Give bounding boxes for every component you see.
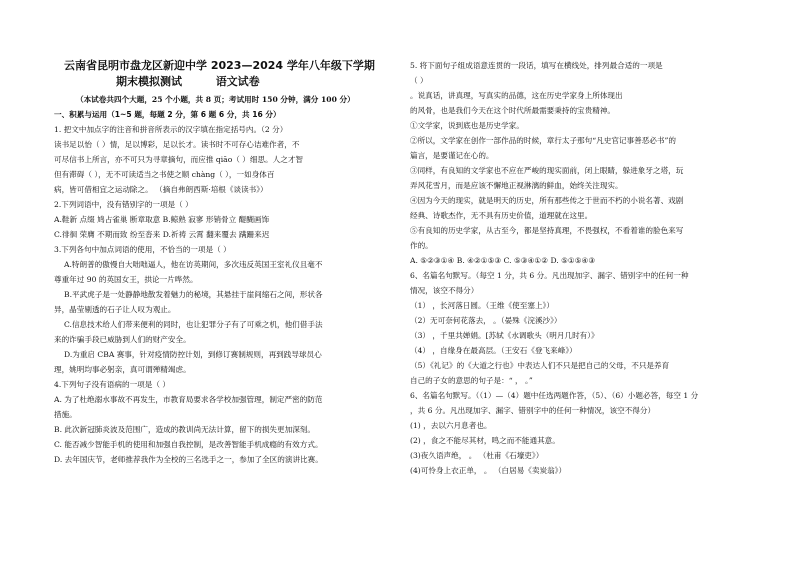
sentence-5-cont: 作的。: [410, 241, 433, 250]
dictation-b1: (1) ，去以六月息者也。: [410, 421, 492, 430]
passage-line: 可尽信书上所言，亦不可只为寻章摘句，而应推 qiāo（ ）细思。人之才智: [54, 155, 304, 164]
question-4-option-d: D. 去年国庆节，老师推荐我作为全校的三名选手之一，参加了全区的演讲比赛。: [54, 455, 323, 464]
right-column: [410, 58, 748, 478]
sentence-4: ④因为今天的现实，就是明天的历史，所有那些传之于世而不朽的小说名著、戏剧: [410, 196, 684, 205]
exam-title-line2: [116, 74, 389, 92]
question-5-answer-paren: （ ）: [410, 76, 428, 85]
question-1-stem: 1. 把文中加点字的注音和拼音所表示的汉字填在指定括号内。（2 分）: [54, 125, 288, 134]
question-3-option-d-cont: 理，姚明均事必躬亲，真可谓殚精竭虑。: [54, 365, 191, 374]
question-4-stem: 4.下列句子没有语病的一项是（ ）: [54, 380, 170, 389]
sentence-3: ③同样，有良知的文学家也不应在严峻的现实面前，闭上眼睛，躲进象牙之塔，玩: [410, 166, 684, 175]
dictation-b2: (2) ，食之不能尽其材，鸣之而不能通其意。: [410, 436, 560, 445]
question-3-option-c: C.信息技术给人们带来便利的同时，也让犯罪分子有了可乘之机，他们借手法: [64, 320, 323, 329]
left-column: [54, 0, 389, 467]
question-4-option-a-cont: 措施。: [54, 410, 77, 419]
question-3-option-c-cont: 来的诈骗手段已威胁到人们的财产安全。: [54, 335, 191, 344]
question-3-option-b-cont: 异，晶莹剔透的石子让人叹为观止。: [54, 305, 176, 314]
exam-subtitle: 期末模拟测试: [116, 75, 182, 88]
question-2-options: C.徘徊 荣膺 不期而致 纷至沓来 D.祈祷 云霄 翻来覆去 蹒跚来迟: [54, 230, 270, 239]
sentence-5: ⑤有良知的历史学家，从古至今，都是坚持真理，不畏强权，不看着谁的脸色来写: [410, 226, 684, 235]
dictation-2: （2）无可奈何花落去， 。（晏殊《浣溪沙》）: [410, 316, 562, 325]
dictation-b4: (4)可怜身上衣正单， 。 （白居易《卖炭翁》）: [410, 466, 567, 475]
sentence-2-cont: 篇言，是要谨记在心的。: [410, 151, 494, 160]
question-3-option-a-cont: 尊重年过 90 的英国女王，拱论一片哗然。: [54, 275, 198, 284]
question-6-stem: 6、名篇名句默写。（每空 1 分，共 6 分。凡出现加字、漏字、错别字中的任何一种: [410, 271, 689, 280]
question-5-options: A. ⑤②③①④ B. ④②①⑤③ C. ⑤③④①② D. ⑤①⑤④③: [410, 256, 596, 265]
question-4-option-a: A. 为了杜绝溺水事故不再发生，市教育局要求各学校加强管理，制定严密的防范: [54, 395, 323, 404]
dictation-4: （4） ，自缘身在最高层。（王安石《登飞来峰》）: [410, 346, 577, 355]
question-5-passage: 。说真话，讲真理，写真实的品德，这在历史学家身上所体现出: [410, 91, 623, 100]
exam-note: （本试卷共四个大题，25 个小题，共 8 页；考试用时 150 分钟，满分 100 分）: [76, 95, 355, 104]
dictation-3: （3） ，千里共婵娟。[苏轼《水调歌头（明月几时有）》: [410, 331, 599, 340]
exam-subject: 语文试卷: [215, 75, 260, 88]
question-5-stem: 5. 将下面句子组成语意连贯的一段话，填写在横线处，排列最合适的一项是: [410, 61, 663, 70]
question-4-option-b: B. 此次新冠肺炎波及范围广，造成的教训尚无法计算，留下的损失更加深刻。: [54, 425, 315, 434]
dictation-5-cont: 自己的子女的意思的句子是：“ ， 。”: [410, 376, 533, 385]
question-5-passage: 的风骨，也是我们今天在这个时代所最需要秉持的宝贵精神。: [410, 106, 616, 115]
sentence-2: ②所以，文学家在创作一部作品的时候，章行太子那句“凡史官记事善恶必书”的: [410, 136, 676, 145]
dictation-5: （5）《礼记》的《大道之行也》中表达人们不只是把自己的父母，不只是养育: [410, 361, 670, 370]
dictation-1: （1） ，长河落日圆。（王维《使至塞上》）: [410, 301, 554, 310]
question-3-option-a: A.特朗普的傲慢自大咄咄逼人，他在访英期间，多次违反英国王室礼仪且毫不: [64, 260, 323, 269]
question-4-option-c: C. 能否减少智能手机的使用和加强自我控制，是改善智能手机成瘾的有效方式。: [54, 440, 323, 449]
exam-title-line1: 云南省昆明市盘龙区新迎中学 2023—2024 学年八年级下学期: [64, 59, 375, 72]
passage-line: 但有滞碍（ ），无不可读适当之书使之顺 chàng（ ），一如身体百: [54, 170, 275, 179]
question-2-stem: 2.下列词语中，没有错别字的一项是（ ）: [54, 200, 193, 209]
passage-source: 病，皆可借相宜之运动除之。 （摘自弗朗西斯·培根《谈读书》）: [54, 185, 268, 194]
sentence-1: ①文学家，说到底也是历史学家。: [410, 121, 524, 130]
question-6b-stem: 6、名篇名句默写。（（1）—（4）题中任选两题作答，（5）、（6）小题必答，每空 1 分: [410, 391, 699, 400]
sentence-4-cont: 经典、诗歌杰作，无不具有历史价值，道理就在这里。: [410, 211, 593, 220]
question-3-option-d: D.为重启 CBA 赛事，针对疫情防控计划，到修订赛制规则，再到践导球员心: [64, 350, 322, 359]
dictation-b3: (3)夜久语声绝， 。 （杜甫《石壕吏》）: [410, 451, 544, 460]
passage-line: 读书足以怡（ ）情，足以博彩，足以长才。读书时不可存心诘难作者，不: [54, 140, 300, 149]
sentence-3-cont: 弄风花雪月，而是应该不懈地正视淋漓的鲜血，始终关注现实。: [410, 181, 623, 190]
question-6-stem-cont: 情况，该空不得分）: [410, 286, 479, 295]
section-heading: 一、积累与运用（1~5 题，每题 2 分，第 6 题 6 分，共 16 分）: [54, 110, 281, 119]
question-6b-stem-cont: ，共 6 分。凡出现加字、漏字、错别字中的任何一种情况，该空不得分）: [410, 406, 656, 415]
question-3-stem: 3.下列各句中加点词语的使用，不恰当的一项是（ ）: [54, 245, 231, 254]
question-2-options: A.鞋新 点缀 鸠占雀巢 断章取意 B.鲸熟 寂寥 形销骨立 醍醐画饰: [54, 215, 270, 224]
question-3-option-b: B.平武虎子是一处静静地散发着魅力的秘境，其悬挂于崖间缩石之间，形状各: [64, 290, 323, 299]
